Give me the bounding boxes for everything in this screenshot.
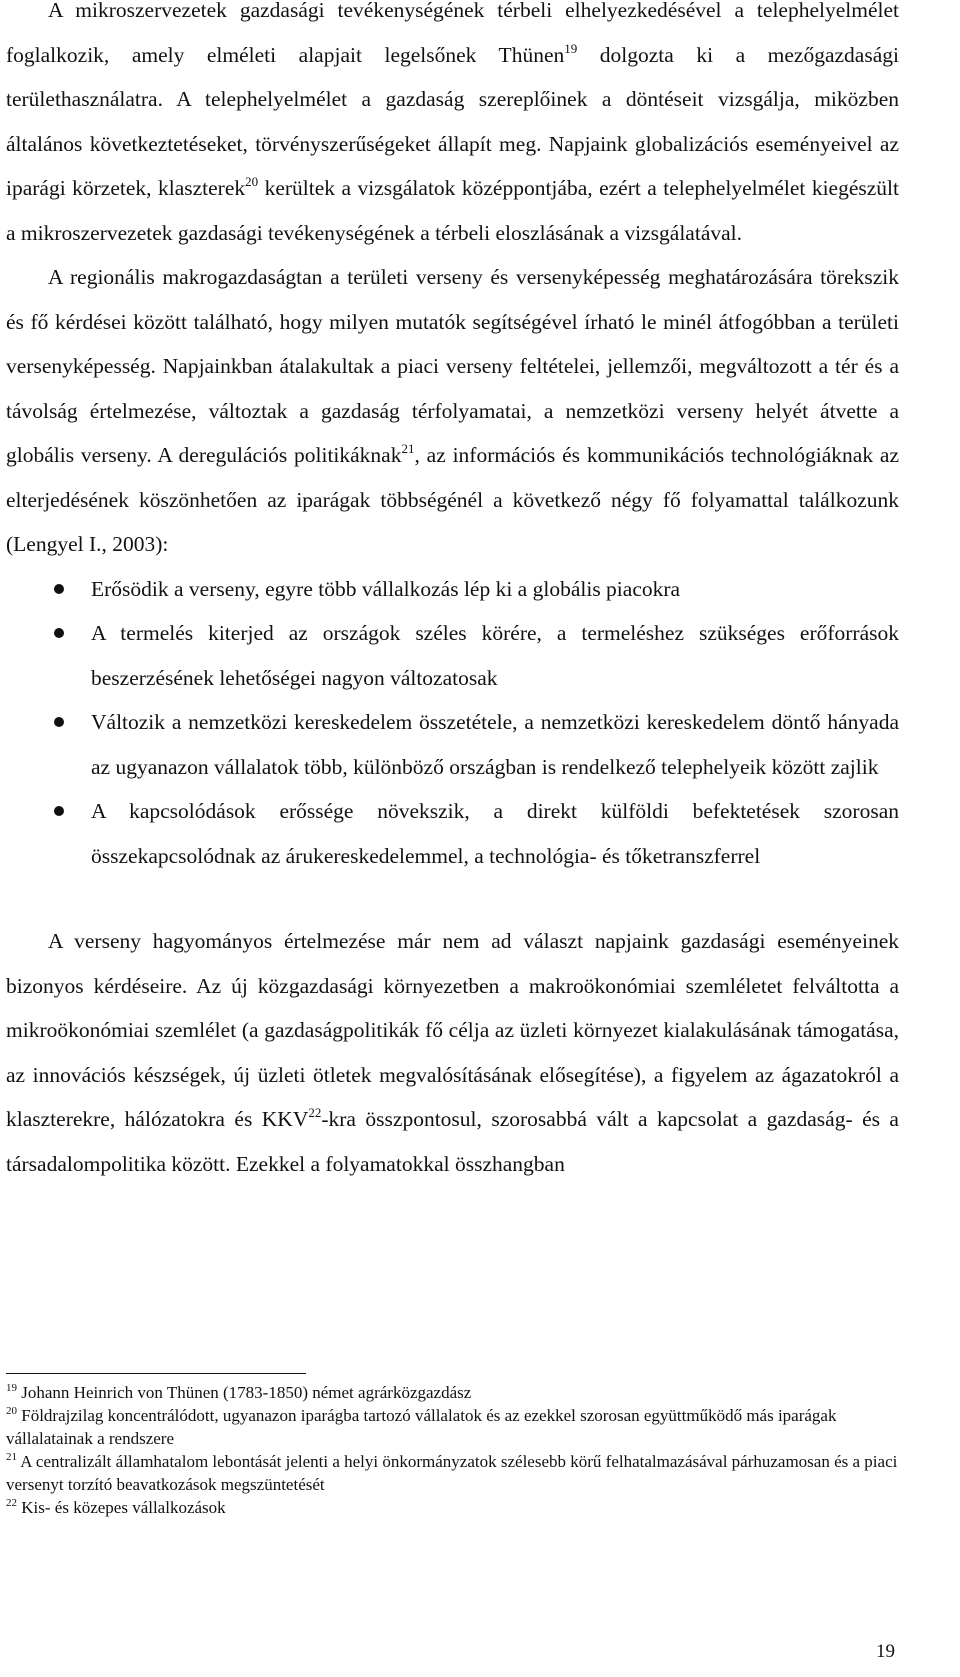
footnote-text: Johann Heinrich von Thünen (1783-1850) német agrárközgazdász <box>17 1383 472 1402</box>
paragraph-text: dolgozta ki a mezőgazdasági területhasználatra. A telephelyelmélet a gazdaság szereplőinek a döntéseit vizsgálja, miközben általános következtetéseket, törvényszerűségeket állapít meg. Napjaink globalizációs eseményeivel az iparági körzetek, klaszterek <box>6 42 899 200</box>
paragraph-text: A mikroszervezetek gazdasági tevékenységének térbeli elhelyezkedésével a telephelyelmélet foglalkozik, amely elméleti alapjait legelsőnek Thünen <box>6 0 899 67</box>
footnote-number: 19 <box>6 1382 17 1394</box>
page-number: 19 <box>876 1641 895 1662</box>
bullet-dot-icon <box>54 584 64 594</box>
bullet-dot-icon <box>54 628 64 638</box>
bullet-text: Erősödik a verseny, egyre több vállalkozás lép ki a globális piacokra <box>91 576 681 601</box>
bullet-dot-icon <box>54 806 64 816</box>
footnote-number: 21 <box>6 1451 17 1463</box>
bullet-item <box>6 789 899 878</box>
footnote-separator <box>6 1373 306 1374</box>
paragraph-2 <box>6 255 899 567</box>
bullet-list <box>6 567 899 879</box>
bullet-text: A termelés kiterjed az országok széles körére, a termeléshez szükséges erőforrások beszerzésének lehetőségei nagyon változatosak <box>91 621 899 690</box>
bullet-item <box>6 567 899 612</box>
paragraph-gap <box>6 878 899 919</box>
footnote-22 <box>6 1496 899 1519</box>
paragraph-text: -kra összpontosul, szorosabbá vált a kapcsolat a gazdaság- és a társadalompolitika között. Ezekkel a folyamatokkal összhangban <box>6 1107 899 1176</box>
bullet-dot-icon <box>54 717 64 727</box>
footnote-text: A centralizált államhatalom lebontását jelenti a helyi önkormányzatok szélesebb körű felhatalmazásával párhuzamosan és a piaci versenyt torzító beavatkozások megszüntetését <box>6 1452 898 1494</box>
bullet-item <box>6 700 899 789</box>
bullet-item <box>6 611 899 700</box>
footnote-21 <box>6 1450 899 1496</box>
footnote-ref-19[interactable]: 19 <box>564 40 578 56</box>
bullet-text: A kapcsolódások erőssége növekszik, a direkt külföldi befektetések szorosan összekapcsolódnak az árukereskedelemmel, a technológia- és tőketranszferrel <box>91 799 899 868</box>
footnote-text: Kis- és közepes vállalkozások <box>17 1498 226 1517</box>
bullet-text: Változik a nemzetközi kereskedelem összetétele, a nemzetközi kereskedelem döntő hányada az ugyanazon vállalatok több, különböző országban is rendelkező telephelyeik között zajlik <box>91 710 899 779</box>
paragraph-text: kerültek a vizsgálatok középpontjába, ezért a telephelyelmélet kiegészült a mikroszervezetek gazdasági tevékenységének a térbeli eloszlásának a vizsgálatával. <box>6 176 899 245</box>
paragraph-3 <box>6 919 899 1186</box>
footnote-number: 20 <box>6 1405 17 1417</box>
footnote-19 <box>6 1381 899 1404</box>
paragraph-text: A regionális makrogazdaságtan a területi verseny és versenyképesség meghatározására törekszik és fő kérdései között található, hogy milyen mutatók segítségével írható le minél átfogóbban a területi versenyképesség. Napjainkban átalakultak a piaci verseny feltételei, jellemzői, megváltozott a tér és a távolság értelmezése, változtak a gazdaság térfolyamatai, a nemzetközi verseny helyét átvette a globális verseny. A deregulációs politikáknak <box>6 265 899 467</box>
body-text <box>6 0 899 1186</box>
paragraph-text: A verseny hagyományos értelmezése már nem ad választ napjaink gazdasági eseményeinek bizonyos kérdéseire. Az új közgazdasági környezetben a makroökonómiai szemléletet felváltotta a mikroökonómiai szemlélet (a gazdaságpolitikák fő célja az üzleti környezet kialakulásának támogatása, az innovációs készségek, új üzleti ötletek megvalósításának elősegítése), a figyelem az ágazatokról a klaszterekre, hálózatokra és KKV <box>6 929 899 1131</box>
footnotes <box>6 1381 899 1519</box>
footnote-number: 22 <box>6 1497 17 1509</box>
footnote-ref-22[interactable]: 22 <box>308 1105 322 1120</box>
footnote-20 <box>6 1404 899 1450</box>
paragraph-text: , az információs és kommunikációs technológiáknak az elterjedésének köszönhetően az iparágak többségénél a következő négy fő folyamattal találkozunk (Lengyel I., 2003): <box>6 443 899 556</box>
footnote-ref-21[interactable]: 21 <box>401 441 415 456</box>
footnote-text: Földrajzilag koncentrálódott, ugyanazon iparágba tartozó vállalatok és az ezekkel szorosan együttműködő más iparágak vállalatainak a rendszere <box>6 1406 837 1448</box>
paragraph-1 <box>6 0 899 255</box>
footnote-ref-20[interactable]: 20 <box>245 174 259 189</box>
